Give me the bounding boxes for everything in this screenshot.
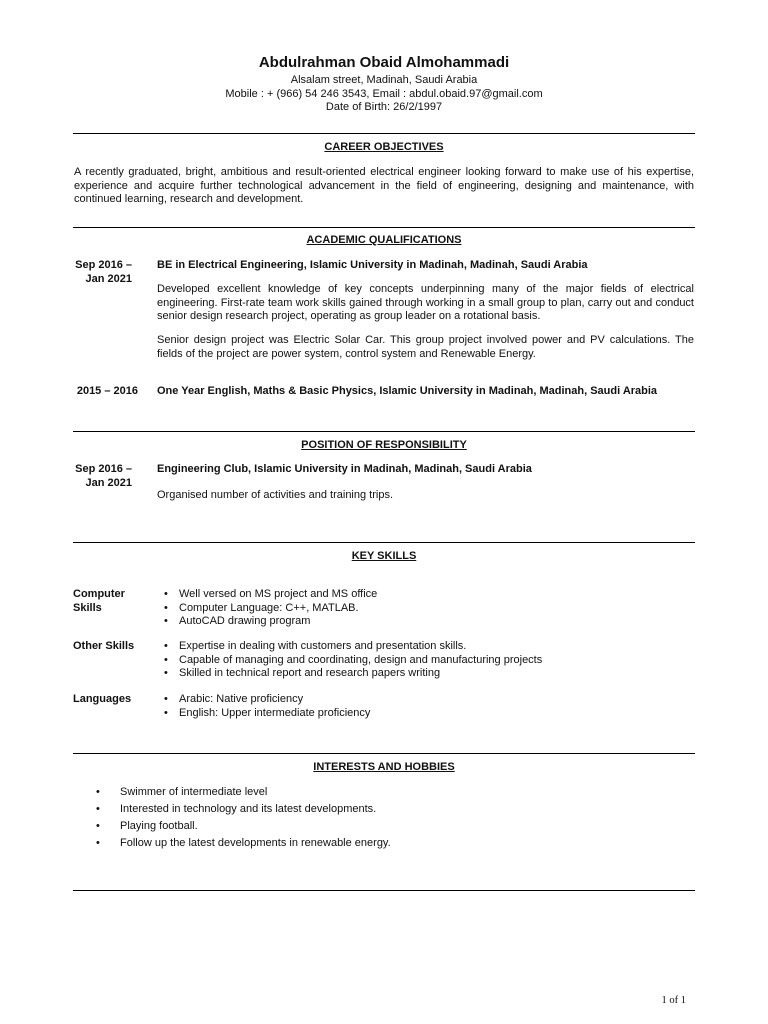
date-end: Jan 2021 xyxy=(85,272,132,285)
list-item: • Interested in technology and its latest developments. xyxy=(96,803,391,817)
hobby-list xyxy=(96,786,391,854)
list-item: • Capable of managing and coordinating, design and manufacturing projects xyxy=(164,654,542,668)
label-line: Languages xyxy=(73,693,132,705)
label-line: Skills xyxy=(73,601,102,614)
position-date xyxy=(60,463,132,490)
skill-list-computer xyxy=(164,588,377,629)
list-item: • Swimmer of intermediate level xyxy=(96,786,391,800)
academic-entry-title-2: One Year English, Maths & Basic Physics, Islamic University in Madinah, Madinah, Saudi Arabia xyxy=(157,385,658,397)
position-entry-desc: Organised number of activities and training trips. xyxy=(157,489,394,501)
skill-list-other xyxy=(164,640,542,681)
address: Alsalam street, Madinah, Saudi Arabia xyxy=(290,74,478,86)
resume-header xyxy=(0,54,768,115)
skill-list-languages xyxy=(164,693,370,720)
section-title-skills: KEY SKILLS xyxy=(351,550,417,562)
date-of-birth: Date of Birth: 26/2/1997 xyxy=(325,101,443,113)
list-item: • Playing football. xyxy=(96,820,391,834)
academic-date-1 xyxy=(60,259,132,286)
academic-entry-desc-2: Senior design project was Electric Solar Car. This group project involved power and PV calculations. The fields of the project are power system, control system and Renewable Energy. xyxy=(157,334,694,360)
career-objective-text: A recently graduated, bright, ambitious and result-oriented electrical engineer looking forward to make use of his expertise, experience and acquire further technological advancement in the field of engineering, designing and maintenance, with continued learning, research and development. xyxy=(74,166,694,205)
section-title-career: CAREER OBJECTIVES xyxy=(324,141,444,153)
date-end: Jan 2021 xyxy=(85,476,132,489)
divider xyxy=(73,890,695,891)
divider xyxy=(73,753,695,754)
list-item: • Well versed on MS project and MS office xyxy=(164,588,377,602)
divider xyxy=(73,227,695,228)
page-number: 1 of 1 xyxy=(661,995,686,1006)
academic-entry-desc-1: Developed excellent knowledge of key concepts underpinning many of the major fields of electrical engineering. First-rate team work skills gained through working in a small group to plan, carry out and conduct senior design research project, operating as group leader on a rotational basis. xyxy=(157,283,694,322)
list-item: • Follow up the latest developments in renewable energy. xyxy=(96,837,391,851)
candidate-name: Abdulrahman Obaid Almohammadi xyxy=(258,54,510,71)
list-item: • Expertise in dealing with customers and presentation skills. xyxy=(164,640,542,654)
list-item: • Computer Language: C++, MATLAB. xyxy=(164,602,377,616)
section-title-position: POSITION OF RESPONSIBILITY xyxy=(301,439,467,451)
divider xyxy=(73,431,695,432)
list-item: • English: Upper intermediate proficiency xyxy=(164,707,370,721)
position-entry-title: Engineering Club, Islamic University in Madinah, Madinah, Saudi Arabia xyxy=(157,463,532,475)
list-item: • Skilled in technical report and research papers writing xyxy=(164,667,542,681)
skill-group-label-languages xyxy=(73,693,153,707)
section-title-hobbies: INTERESTS AND HOBBIES xyxy=(313,761,455,773)
contact-info: Mobile : + (966) 54 246 3543, Email : abdul.obaid.97@gmail.com xyxy=(225,87,543,100)
academic-date-2 xyxy=(60,385,138,399)
date-range: 2015 – 2016 xyxy=(76,385,138,397)
label-line: Computer xyxy=(73,588,125,600)
academic-entry-title-1: BE in Electrical Engineering, Islamic University in Madinah, Madinah, Saudi Arabia xyxy=(157,259,588,271)
divider xyxy=(73,542,695,543)
list-item: • Arabic: Native proficiency xyxy=(164,693,370,707)
skill-group-label-computer xyxy=(73,588,153,615)
label-line: Other Skills xyxy=(73,640,135,652)
skill-group-label-other xyxy=(73,640,153,654)
section-title-academic: ACADEMIC QUALIFICATIONS xyxy=(306,234,462,246)
list-item: • AutoCAD drawing program xyxy=(164,615,377,629)
date-start: Sep 2016 – xyxy=(75,259,132,271)
divider xyxy=(73,133,695,134)
date-start: Sep 2016 – xyxy=(75,463,132,475)
